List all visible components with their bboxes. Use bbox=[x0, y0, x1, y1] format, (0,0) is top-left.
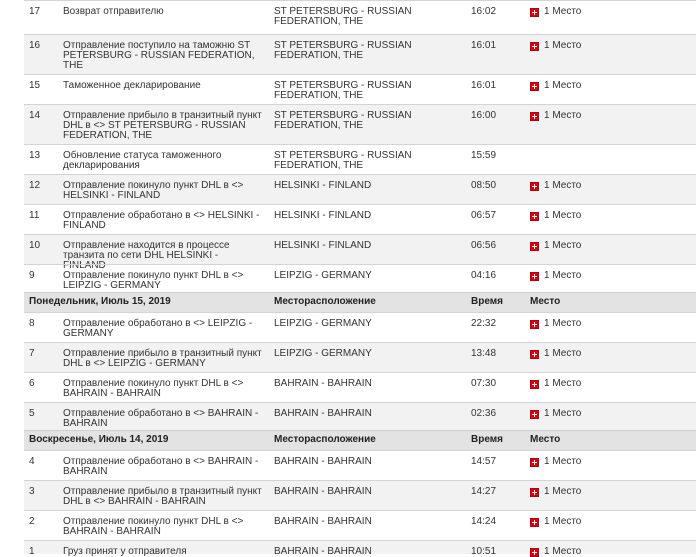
text-line: Отправление прибыло в транзитный пункт bbox=[63, 348, 262, 359]
event-time: 06:56 bbox=[471, 240, 497, 251]
event-description bbox=[63, 517, 263, 537]
text-line: FEDERATION, THE bbox=[274, 50, 364, 61]
package-plus-icon[interactable] bbox=[530, 212, 539, 221]
table-row bbox=[24, 342, 696, 372]
event-time: 16:01 bbox=[471, 40, 497, 51]
text-line: BAHRAIN bbox=[63, 418, 108, 429]
column-header-pieces: Место bbox=[530, 296, 561, 307]
event-description bbox=[63, 457, 263, 477]
event-time: 16:02 bbox=[471, 6, 497, 17]
pieces-label: 1 Место bbox=[544, 516, 582, 527]
text-line: транзита по сети DHL HELSINKI - FINLAND bbox=[63, 250, 219, 271]
text-line: LEIPZIG - GERMANY bbox=[274, 270, 372, 281]
event-description bbox=[63, 181, 263, 201]
event-location bbox=[274, 409, 464, 419]
table-row bbox=[24, 144, 696, 174]
text-line: FEDERATION, THE bbox=[274, 90, 364, 101]
event-location bbox=[274, 41, 464, 61]
package-plus-icon[interactable] bbox=[530, 518, 539, 527]
table-row bbox=[24, 0, 696, 34]
pieces-label: 1 Место bbox=[544, 210, 582, 221]
text-line: FEDERATION, THE bbox=[274, 120, 364, 131]
event-time: 04:16 bbox=[471, 270, 497, 281]
event-location bbox=[274, 241, 464, 251]
text-line: FEDERATION, THE bbox=[63, 130, 153, 141]
event-time: 22:32 bbox=[471, 318, 497, 329]
event-number: 10 bbox=[29, 240, 41, 251]
event-location bbox=[274, 211, 464, 221]
event-number: 3 bbox=[29, 486, 35, 497]
text-line: ST PETERSBURG - RUSSIAN bbox=[274, 80, 412, 91]
event-location bbox=[274, 319, 464, 329]
event-location bbox=[274, 349, 464, 359]
table-row bbox=[24, 234, 696, 271]
date-header-row bbox=[24, 292, 696, 312]
text-line: BAHRAIN - BAHRAIN bbox=[274, 516, 372, 527]
event-number: 8 bbox=[29, 318, 35, 329]
pieces-label: 1 Место bbox=[544, 408, 582, 419]
pieces-link[interactable] bbox=[530, 487, 581, 497]
event-description bbox=[63, 81, 263, 91]
text-line: BAHRAIN - BAHRAIN bbox=[274, 486, 372, 497]
event-number: 4 bbox=[29, 456, 35, 467]
pieces-label: 1 Место bbox=[544, 180, 582, 191]
text-line: BAHRAIN - BAHRAIN bbox=[274, 408, 372, 419]
text-line: LEIPZIG - GERMANY bbox=[63, 280, 161, 291]
event-number: 11 bbox=[29, 210, 40, 221]
package-plus-icon[interactable] bbox=[530, 112, 539, 121]
text-line: Таможенное декларирование bbox=[63, 80, 201, 91]
table-row bbox=[24, 264, 696, 292]
table-row bbox=[24, 34, 696, 74]
event-time: 07:30 bbox=[471, 378, 497, 389]
event-time: 13:48 bbox=[471, 348, 497, 359]
table-row bbox=[24, 312, 696, 342]
column-header-time: Время bbox=[471, 296, 503, 307]
text-line: Отправление обработано в <> HELSINKI - bbox=[63, 210, 260, 221]
text-line: DHL в <> ST PETERSBURG - RUSSIAN bbox=[63, 120, 246, 131]
event-description bbox=[63, 151, 263, 171]
pieces-link[interactable] bbox=[530, 517, 581, 527]
text-line: LEIPZIG - GERMANY bbox=[274, 348, 372, 359]
event-number: 15 bbox=[29, 80, 41, 91]
event-description bbox=[63, 547, 263, 557]
event-description bbox=[63, 379, 263, 399]
text-line: LEIPZIG - GERMANY bbox=[274, 318, 372, 329]
event-time: 14:24 bbox=[471, 516, 497, 527]
text-line: HELSINKI - FINLAND bbox=[63, 190, 161, 201]
package-plus-icon[interactable] bbox=[530, 320, 539, 329]
text-line: BAHRAIN bbox=[63, 466, 108, 477]
text-line: ST PETERSBURG - RUSSIAN bbox=[274, 6, 412, 17]
text-line: Отправление обработано в <> LEIPZIG - bbox=[63, 318, 253, 329]
text-line: PETERSBURG - RUSSIAN FEDERATION, bbox=[63, 50, 255, 61]
package-plus-icon[interactable] bbox=[530, 488, 539, 497]
text-line: ST PETERSBURG - RUSSIAN bbox=[274, 40, 412, 51]
pieces-label: 1 Место bbox=[544, 80, 582, 91]
table-row bbox=[24, 174, 696, 204]
pieces-link[interactable] bbox=[530, 7, 581, 17]
pieces-link[interactable] bbox=[530, 211, 581, 221]
table-row bbox=[24, 402, 696, 430]
package-plus-icon[interactable] bbox=[530, 82, 539, 91]
package-plus-icon[interactable] bbox=[530, 42, 539, 51]
text-line: BAHRAIN - BAHRAIN bbox=[63, 388, 161, 399]
package-plus-icon[interactable] bbox=[530, 458, 539, 467]
pieces-link[interactable] bbox=[530, 41, 581, 51]
package-plus-icon[interactable] bbox=[530, 380, 539, 389]
text-line: HELSINKI - FINLAND bbox=[274, 180, 372, 191]
event-time: 08:50 bbox=[471, 180, 497, 191]
pieces-label: 1 Место bbox=[544, 6, 582, 17]
event-description bbox=[63, 409, 263, 429]
pieces-link[interactable] bbox=[530, 319, 581, 329]
event-time: 14:57 bbox=[471, 456, 497, 467]
text-line: BAHRAIN - BAHRAIN bbox=[274, 456, 372, 467]
text-line: Отправление поступило на таможню ST bbox=[63, 40, 251, 51]
event-number: 5 bbox=[29, 408, 35, 419]
event-number: 17 bbox=[29, 6, 41, 17]
text-line: декларирования bbox=[63, 160, 140, 171]
event-location bbox=[274, 379, 464, 389]
text-line: ST PETERSBURG - RUSSIAN bbox=[274, 110, 412, 121]
event-location bbox=[274, 81, 464, 101]
text-line: FINLAND bbox=[63, 220, 106, 231]
event-description bbox=[63, 211, 263, 231]
date-header-row bbox=[24, 430, 696, 450]
event-number: 9 bbox=[29, 270, 35, 281]
event-number: 14 bbox=[29, 110, 41, 121]
pieces-label: 1 Место bbox=[544, 270, 582, 281]
package-plus-icon[interactable] bbox=[530, 350, 539, 359]
event-location bbox=[274, 7, 464, 27]
event-number: 7 bbox=[29, 348, 35, 359]
text-line: GERMANY bbox=[63, 328, 114, 339]
pieces-label: 1 Место bbox=[544, 110, 582, 121]
pieces-link[interactable] bbox=[530, 379, 581, 389]
text-line: Отправление прибыло в транзитный пункт bbox=[63, 110, 262, 121]
package-plus-icon[interactable] bbox=[530, 548, 539, 557]
text-line: BAHRAIN - BAHRAIN bbox=[274, 546, 372, 557]
event-location bbox=[274, 487, 464, 497]
pieces-link[interactable] bbox=[530, 181, 581, 191]
event-number: 16 bbox=[29, 40, 41, 51]
event-location bbox=[274, 111, 464, 131]
text-line: Отправление находится в процессе bbox=[63, 240, 230, 251]
pieces-link[interactable] bbox=[530, 81, 581, 91]
event-description bbox=[63, 271, 263, 291]
event-time: 14:27 bbox=[471, 486, 497, 497]
package-plus-icon[interactable] bbox=[530, 410, 539, 419]
text-line: ST PETERSBURG - RUSSIAN bbox=[274, 150, 412, 161]
pieces-link[interactable] bbox=[530, 409, 581, 419]
text-line: DHL в <> BAHRAIN - BAHRAIN bbox=[63, 496, 206, 507]
table-row bbox=[24, 204, 696, 234]
event-time: 10:51 bbox=[471, 546, 497, 557]
event-number: 13 bbox=[29, 150, 41, 161]
event-description bbox=[63, 7, 263, 17]
table-row bbox=[24, 372, 696, 402]
event-location bbox=[274, 151, 464, 171]
event-description bbox=[63, 349, 263, 369]
pieces-label: 1 Место bbox=[544, 546, 582, 557]
pieces-link[interactable] bbox=[530, 457, 581, 467]
pieces-label: 1 Место bbox=[544, 456, 582, 467]
date-header-label: Воскресенье, Июль 14, 2019 bbox=[29, 434, 169, 445]
column-header-pieces: Место bbox=[530, 434, 561, 445]
table-row bbox=[24, 104, 696, 144]
text-line: BAHRAIN - BAHRAIN bbox=[274, 378, 372, 389]
date-header-label: Понедельник, Июль 15, 2019 bbox=[29, 296, 171, 307]
text-line: Отправление покинуло пункт DHL в <> bbox=[63, 180, 244, 191]
pieces-label: 1 Место bbox=[544, 40, 582, 51]
text-line: Отправление покинуло пункт DHL в <> bbox=[63, 270, 244, 281]
event-time: 06:57 bbox=[471, 210, 497, 221]
pieces-label: 1 Место bbox=[544, 378, 582, 389]
text-line: Возврат отправителю bbox=[63, 6, 164, 17]
event-time: 16:00 bbox=[471, 110, 497, 121]
table-row bbox=[24, 540, 696, 557]
text-line: FEDERATION, THE bbox=[274, 160, 364, 171]
pieces-link[interactable] bbox=[530, 271, 581, 281]
event-location bbox=[274, 457, 464, 467]
pieces-link[interactable] bbox=[530, 349, 581, 359]
pieces-label: 1 Место bbox=[544, 486, 582, 497]
text-line: Отправление обработано в <> BAHRAIN - bbox=[63, 456, 259, 467]
event-time: 15:59 bbox=[471, 150, 497, 161]
event-location bbox=[274, 271, 464, 281]
text-line: Груз принят у отправителя bbox=[63, 546, 187, 557]
text-line: Обновление статуса таможенного bbox=[63, 150, 222, 161]
event-number: 1 bbox=[29, 546, 35, 557]
event-number: 2 bbox=[29, 516, 35, 527]
event-location bbox=[274, 181, 464, 191]
text-line: THE bbox=[63, 60, 83, 71]
text-line: Отправление прибыло в транзитный пункт bbox=[63, 486, 262, 497]
table-row bbox=[24, 510, 696, 540]
pieces-label: 1 Место bbox=[544, 240, 582, 251]
text-line: Отправление покинуло пункт DHL в <> bbox=[63, 378, 244, 389]
text-line: HELSINKI - FINLAND bbox=[274, 240, 372, 251]
event-number: 12 bbox=[29, 180, 41, 191]
event-number: 6 bbox=[29, 378, 35, 389]
event-location bbox=[274, 517, 464, 527]
event-description bbox=[63, 41, 263, 71]
text-line: FEDERATION, THE bbox=[274, 16, 364, 27]
text-line: BAHRAIN - BAHRAIN bbox=[63, 526, 161, 537]
table-row bbox=[24, 480, 696, 510]
text-line: DHL в <> LEIPZIG - GERMANY bbox=[63, 358, 206, 369]
package-plus-icon[interactable] bbox=[530, 182, 539, 191]
column-header-location: Месторасположение bbox=[274, 296, 376, 307]
event-description bbox=[63, 111, 263, 141]
column-header-location: Месторасположение bbox=[274, 434, 376, 445]
pieces-link[interactable] bbox=[530, 547, 581, 557]
pieces-label: 1 Место bbox=[544, 348, 582, 359]
table-row bbox=[24, 450, 696, 480]
event-location bbox=[274, 547, 464, 557]
event-description bbox=[63, 319, 263, 339]
pieces-link[interactable] bbox=[530, 241, 581, 251]
column-header-time: Время bbox=[471, 434, 503, 445]
pieces-label: 1 Место bbox=[544, 318, 582, 329]
text-line: HELSINKI - FINLAND bbox=[274, 210, 372, 221]
text-line: Отправление покинуло пункт DHL в <> bbox=[63, 516, 244, 527]
package-plus-icon[interactable] bbox=[530, 272, 539, 281]
event-time: 16:01 bbox=[471, 80, 497, 91]
event-time: 02:36 bbox=[471, 408, 497, 419]
table-row bbox=[24, 74, 696, 104]
text-line: Отправление обработано в <> BAHRAIN - bbox=[63, 408, 259, 419]
package-plus-icon[interactable] bbox=[530, 242, 539, 251]
pieces-link[interactable] bbox=[530, 111, 581, 121]
event-description bbox=[63, 487, 263, 507]
package-plus-icon[interactable] bbox=[530, 8, 539, 17]
